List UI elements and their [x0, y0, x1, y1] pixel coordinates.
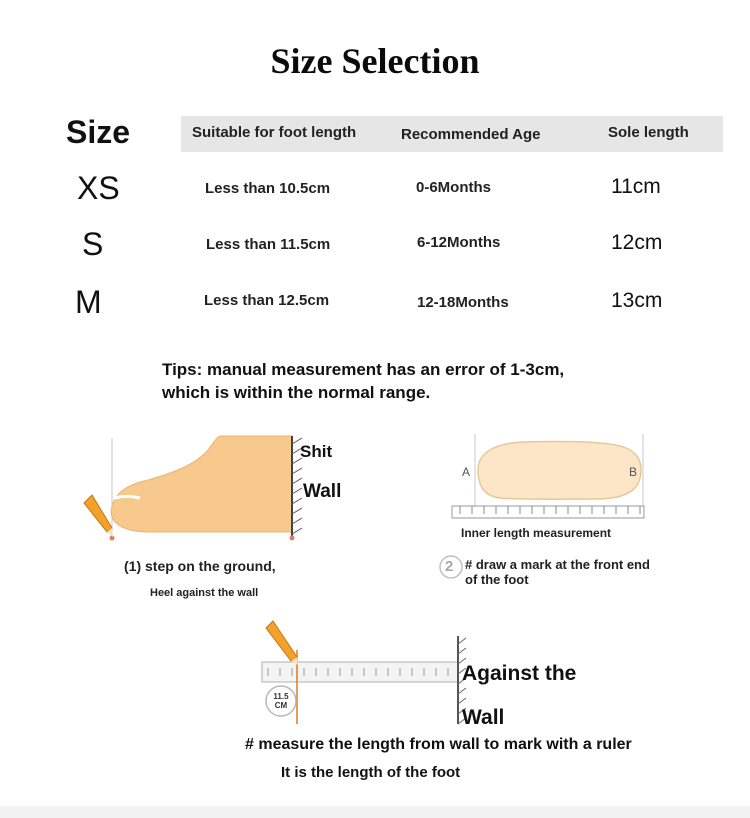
- point-a-label: A: [462, 465, 471, 479]
- size-xs-label: XS: [77, 170, 120, 206]
- xs-age: 0-6Months: [416, 179, 491, 196]
- step3-wall-label-1: Against the: [462, 662, 577, 685]
- ruler-reading-unit: CM: [274, 701, 288, 710]
- s-age: 6-12Months: [417, 234, 501, 251]
- bottom-strip: [0, 806, 750, 818]
- s-foot-length: Less than 11.5cm: [206, 236, 331, 253]
- step3-caption-line-1: # measure the length from wall to mark with a ruler: [245, 736, 632, 753]
- step2-caption-line-2: of the foot: [465, 572, 529, 587]
- inner-length-ruler-label: Inner length measurement: [461, 526, 612, 540]
- step2-number-badge: 2: [445, 558, 454, 575]
- tips-line-2: which is within the normal range.: [162, 383, 431, 402]
- step1-wall-label-1: Shit: [300, 442, 333, 461]
- size-s-label: S: [82, 226, 104, 262]
- m-foot-length: Less than 12.5cm: [204, 292, 330, 309]
- size-column-header: Size: [66, 114, 131, 150]
- step1-wall-label-2: Wall: [303, 481, 342, 502]
- m-sole-length: 13cm: [611, 289, 663, 312]
- step1-sub-caption: Heel against the wall: [150, 587, 259, 599]
- step2-caption-line-1: # draw a mark at the front end: [465, 557, 650, 572]
- header-sole-length: Sole length: [608, 124, 689, 141]
- point-b-label: B: [629, 465, 638, 479]
- step3-caption-line-2: It is the length of the foot: [281, 764, 461, 781]
- step1-caption: (1) step on the ground,: [124, 558, 276, 574]
- pencil-icon: [266, 621, 298, 665]
- m-age: 12-18Months: [417, 294, 509, 311]
- tips-line-1: Tips: manual measurement has an error of 1-3cm,: [162, 360, 565, 379]
- xs-foot-length: Less than 10.5cm: [205, 180, 331, 197]
- ruler-reading-value: 11.5: [273, 692, 289, 701]
- step3-wall-label-2: Wall: [462, 706, 505, 729]
- xs-sole-length: 11cm: [611, 175, 661, 198]
- ruler-reading-badge: [267, 692, 295, 710]
- header-foot-length: Suitable for foot length: [192, 124, 357, 141]
- header-recommended-age: Recommended Age: [401, 126, 541, 143]
- s-sole-length: 12cm: [611, 231, 663, 254]
- page-title: Size Selection: [270, 41, 480, 81]
- size-m-label: M: [75, 284, 102, 320]
